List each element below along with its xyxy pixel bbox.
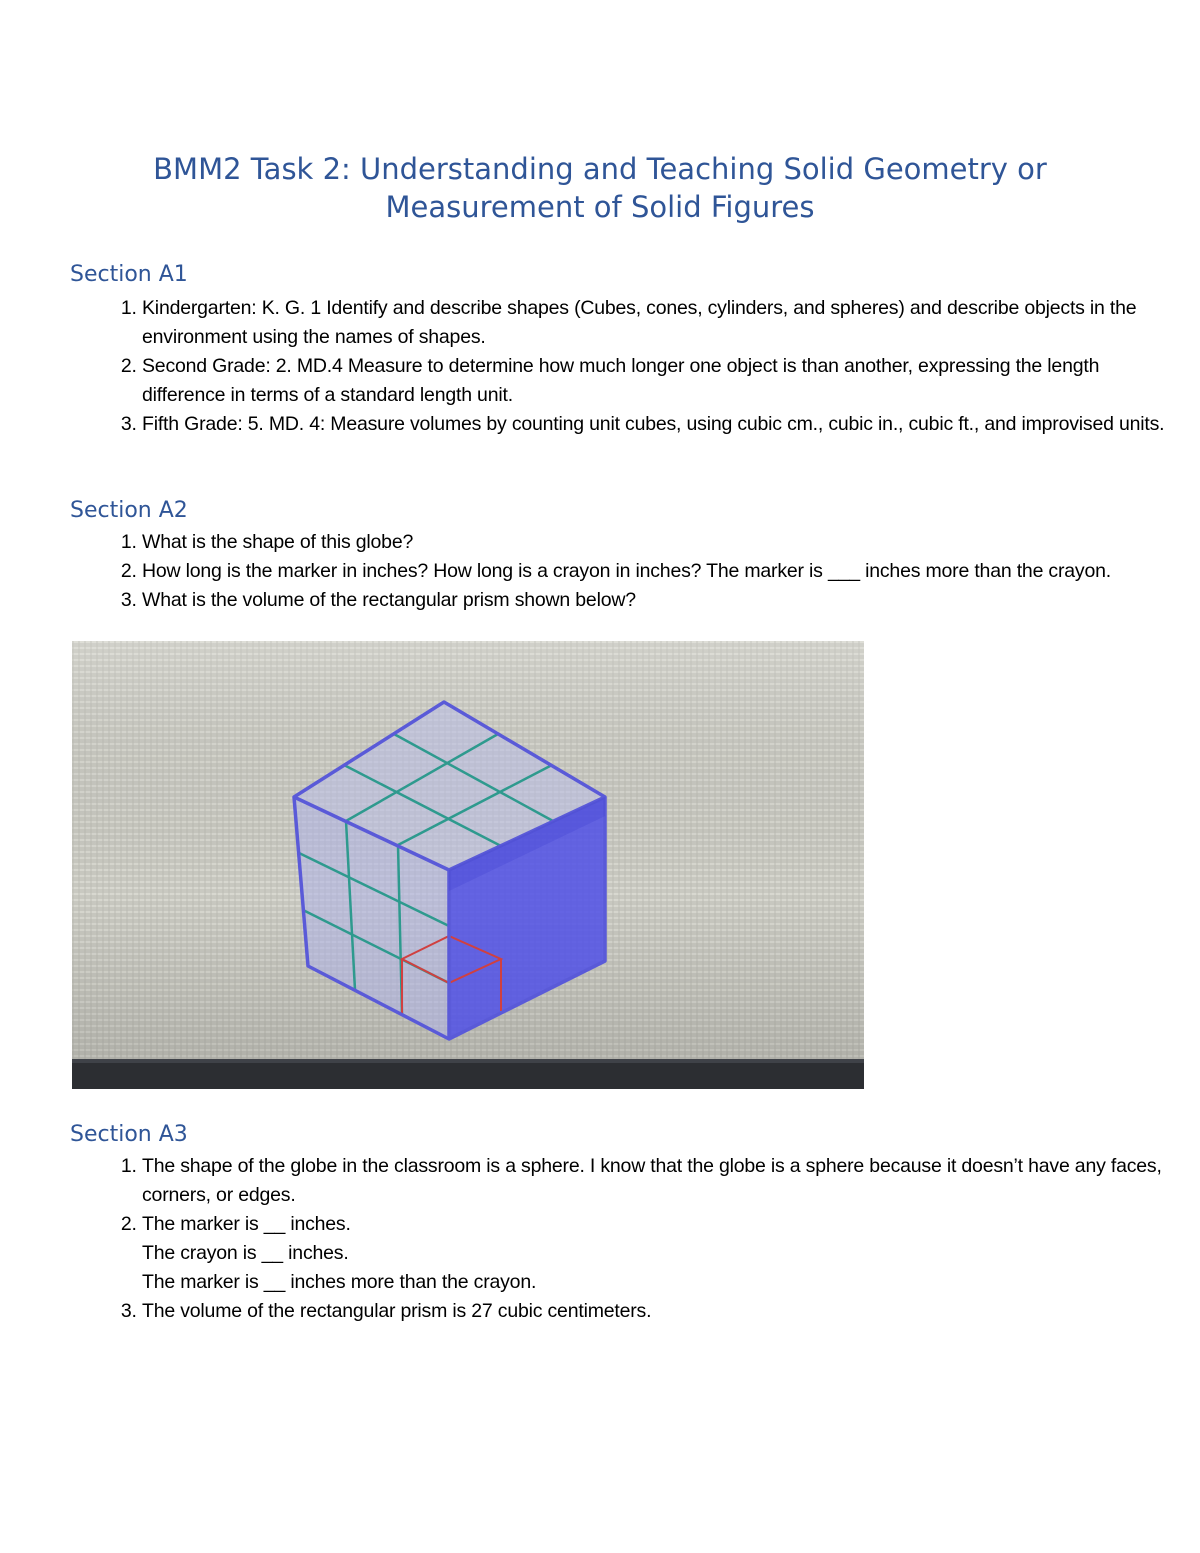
title-line-1: BMM2 Task 2: Understanding and Teaching Solid Geometry or <box>153 152 1047 186</box>
list-item: 3. The volume of the rectangular prism is 27 cubic centimeters. <box>142 1297 1172 1326</box>
difference-line: The marker is __ inches more than the crayon. <box>142 1271 537 1293</box>
list-item: 3. Fifth Grade: 5. MD. 4: Measure volumes by counting unit cubes, using cubic cm., cubic in., cubic ft., and improvised units. <box>142 410 1172 439</box>
list-item <box>142 1210 1172 1297</box>
section-a1-list <box>104 294 1172 439</box>
section-a2-heading: Section A2 <box>70 498 188 523</box>
list-item: 2. How long is the marker in inches? How long is a crayon in inches? The marker is ___ inches more than the crayon. <box>142 557 1172 586</box>
title-line-2: Measurement of Solid Figures <box>385 190 815 224</box>
list-item: 1. What is the shape of this globe? <box>142 528 1172 557</box>
cube-photo <box>72 641 864 1089</box>
section-a1-heading: Section A1 <box>70 262 188 287</box>
rectangular-prism-image <box>72 641 864 1089</box>
document-title <box>70 150 1130 226</box>
list-item: 2. Second Grade: 2. MD.4 Measure to determine how much longer one object is than another, expressing the length difference in terms of a standard length unit. <box>142 352 1172 410</box>
section-a2-list <box>104 528 1172 615</box>
marker-length-line: 2. The marker is __ inches. <box>142 1213 351 1235</box>
list-item: 1. The shape of the globe in the classroom is a sphere. I know that the globe is a sphere because it doesn’t have any faces, corners, or edges. <box>142 1152 1172 1210</box>
section-a3-list <box>104 1152 1172 1326</box>
monitor-bezel <box>72 1059 864 1089</box>
list-item: 3. What is the volume of the rectangular prism shown below? <box>142 586 1172 615</box>
list-item: 1. Kindergarten: K. G. 1 Identify and describe shapes (Cubes, cones, cylinders, and spheres) and describe objects in the environment using the names of shapes. <box>142 294 1172 352</box>
crayon-length-line: The crayon is __ inches. <box>142 1242 349 1264</box>
section-a3-heading: Section A3 <box>70 1122 188 1147</box>
